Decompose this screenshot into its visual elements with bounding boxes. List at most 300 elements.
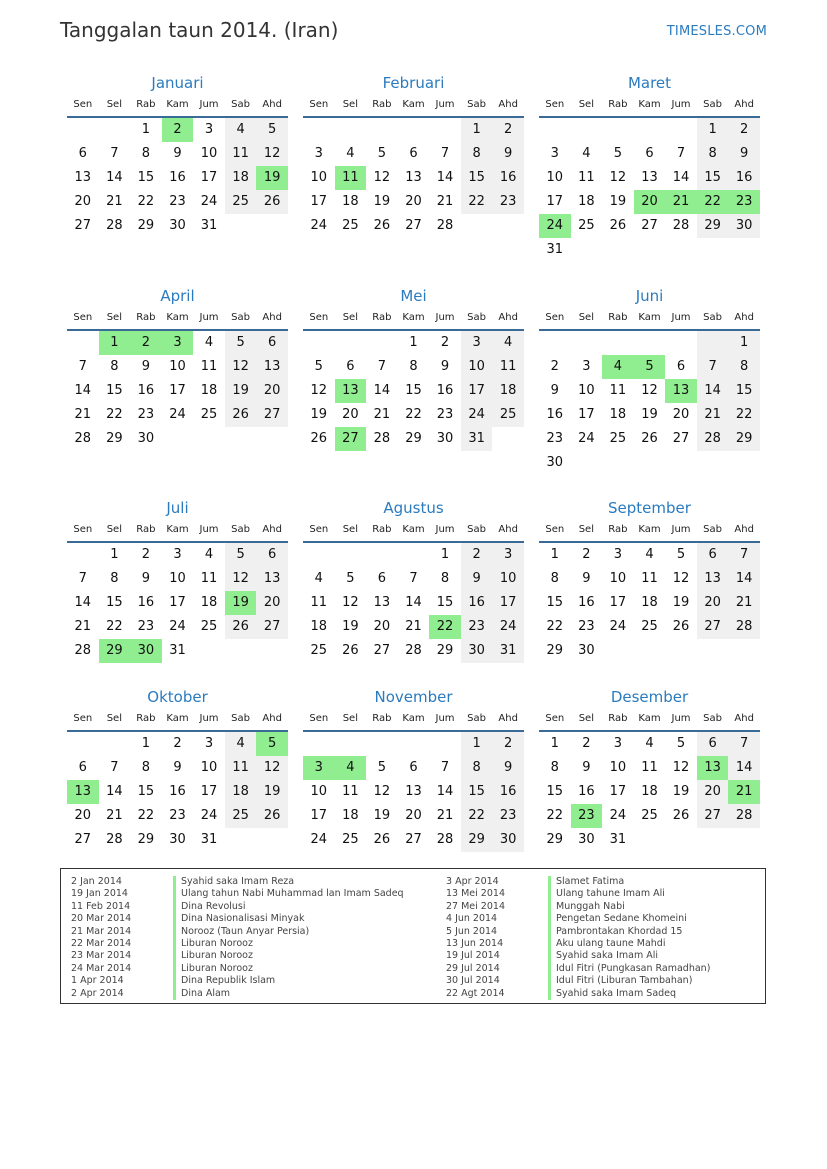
day-cell[interactable]: 3	[613, 736, 623, 751]
day-cell[interactable]: 21	[106, 808, 123, 823]
day-cell[interactable]: 2	[582, 736, 591, 751]
day-cell[interactable]: 8	[409, 359, 418, 374]
day-cell[interactable]: 4	[645, 736, 654, 751]
day-cell[interactable]: 29	[546, 643, 564, 658]
day-cell[interactable]: 20	[74, 194, 92, 209]
day-cell[interactable]: 10	[578, 383, 595, 398]
day-cell[interactable]: 26	[310, 431, 328, 446]
day-cell[interactable]: 6	[676, 359, 686, 374]
day-cell[interactable]: 4	[645, 547, 654, 562]
day-cell[interactable]: 25	[310, 643, 328, 658]
day-cell[interactable]: 24	[169, 407, 186, 422]
day-cell[interactable]: 5	[256, 732, 288, 756]
day-cell[interactable]: 8	[461, 756, 493, 780]
day-cell[interactable]: 14	[74, 383, 92, 398]
day-cell[interactable]: 4	[346, 146, 355, 161]
day-cell[interactable]: 11	[609, 383, 627, 398]
day-cell[interactable]: 25	[200, 619, 218, 634]
day-cell[interactable]: 28	[106, 832, 123, 847]
day-cell[interactable]: 22	[697, 190, 729, 214]
day-cell[interactable]: 17	[461, 379, 493, 403]
day-cell[interactable]: 22	[429, 615, 461, 639]
day-cell[interactable]: 18	[641, 784, 658, 799]
day-cell[interactable]: 12	[672, 760, 690, 775]
day-cell[interactable]: 17	[578, 407, 595, 422]
day-cell[interactable]: 21	[436, 808, 454, 823]
day-cell[interactable]: 27	[256, 615, 288, 639]
day-cell[interactable]: 24	[492, 615, 524, 639]
day-cell[interactable]: 4	[204, 335, 214, 350]
day-cell[interactable]: 7	[728, 732, 760, 756]
day-cell[interactable]: 7	[728, 543, 760, 567]
day-cell[interactable]: 22	[137, 808, 155, 823]
day-cell[interactable]: 1	[110, 547, 119, 562]
day-cell[interactable]: 22	[728, 403, 760, 427]
day-cell[interactable]: 15	[137, 784, 155, 799]
day-cell[interactable]: 8	[440, 571, 450, 586]
day-cell[interactable]: 17	[546, 194, 564, 209]
day-cell[interactable]: 5	[377, 760, 387, 775]
day-cell[interactable]: 14	[106, 784, 123, 799]
day-cell[interactable]: 3	[492, 543, 524, 567]
day-cell[interactable]: 14	[405, 595, 422, 610]
day-cell[interactable]: 30	[137, 431, 155, 446]
day-cell[interactable]: 3	[204, 122, 214, 137]
day-cell[interactable]: 31	[200, 218, 218, 233]
day-cell[interactable]: 19	[672, 784, 690, 799]
day-cell[interactable]: 28	[106, 218, 123, 233]
day-cell[interactable]: 8	[550, 571, 559, 586]
day-cell[interactable]: 23	[169, 808, 186, 823]
day-cell[interactable]: 20	[342, 407, 359, 422]
day-cell[interactable]: 1	[141, 122, 151, 137]
day-cell[interactable]: 5	[314, 359, 323, 374]
day-cell[interactable]: 29	[99, 639, 131, 663]
day-cell[interactable]: 2	[461, 543, 493, 567]
day-cell[interactable]: 20	[256, 379, 288, 403]
day-cell[interactable]: 1	[440, 547, 450, 562]
day-cell[interactable]: 1	[409, 335, 418, 350]
day-cell[interactable]: 31	[169, 643, 186, 658]
day-cell[interactable]: 21	[74, 619, 92, 634]
day-cell[interactable]: 4	[225, 118, 257, 142]
day-cell[interactable]: 30	[169, 218, 186, 233]
day-cell[interactable]: 12	[342, 595, 359, 610]
day-cell[interactable]: 24	[539, 214, 571, 238]
day-cell[interactable]: 17	[492, 591, 524, 615]
day-cell[interactable]: 14	[106, 170, 123, 185]
day-cell[interactable]: 25	[225, 804, 257, 828]
day-cell[interactable]: 10	[200, 146, 218, 161]
day-cell[interactable]: 7	[440, 760, 450, 775]
day-cell[interactable]: 26	[373, 832, 391, 847]
day-cell[interactable]: 28	[697, 427, 729, 451]
day-cell[interactable]: 23	[578, 619, 595, 634]
day-cell[interactable]: 2	[130, 331, 162, 355]
day-cell[interactable]: 20	[697, 780, 729, 804]
day-cell[interactable]: 13	[67, 780, 99, 804]
day-cell[interactable]: 6	[697, 732, 729, 756]
day-cell[interactable]: 4	[492, 331, 524, 355]
day-cell[interactable]: 27	[672, 431, 690, 446]
day-cell[interactable]: 3	[303, 756, 335, 780]
day-cell[interactable]: 2	[141, 547, 151, 562]
day-cell[interactable]: 28	[74, 643, 92, 658]
day-cell[interactable]: 3	[613, 547, 623, 562]
day-cell[interactable]: 4	[204, 547, 214, 562]
day-cell[interactable]: 8	[141, 760, 151, 775]
day-cell[interactable]: 23	[492, 804, 524, 828]
day-cell[interactable]: 21	[436, 194, 454, 209]
day-cell[interactable]: 11	[310, 595, 328, 610]
day-cell[interactable]: 24	[609, 808, 627, 823]
day-cell[interactable]: 20	[634, 190, 666, 214]
day-cell[interactable]: 3	[162, 331, 194, 355]
day-cell[interactable]: 7	[676, 146, 686, 161]
day-cell[interactable]: 18	[609, 407, 627, 422]
day-cell[interactable]: 1	[728, 331, 760, 355]
day-cell[interactable]: 12	[609, 170, 627, 185]
day-cell[interactable]: 15	[405, 383, 422, 398]
day-cell[interactable]: 11	[342, 784, 359, 799]
day-cell[interactable]: 16	[137, 595, 155, 610]
day-cell[interactable]: 25	[200, 407, 218, 422]
day-cell[interactable]: 12	[373, 784, 391, 799]
day-cell[interactable]: 28	[373, 431, 391, 446]
day-cell[interactable]: 29	[106, 431, 123, 446]
day-cell[interactable]: 11	[641, 760, 658, 775]
day-cell[interactable]: 24	[200, 808, 218, 823]
day-cell[interactable]: 31	[609, 832, 627, 847]
day-cell[interactable]: 9	[440, 359, 450, 374]
day-cell[interactable]: 19	[373, 194, 391, 209]
day-cell[interactable]: 17	[310, 194, 328, 209]
day-cell[interactable]: 25	[342, 832, 359, 847]
day-cell[interactable]: 5	[676, 547, 686, 562]
day-cell[interactable]: 10	[492, 567, 524, 591]
day-cell[interactable]: 13	[697, 756, 729, 780]
day-cell[interactable]: 22	[137, 194, 155, 209]
day-cell[interactable]: 20	[256, 591, 288, 615]
day-cell[interactable]: 19	[225, 379, 257, 403]
day-cell[interactable]: 19	[256, 166, 288, 190]
day-cell[interactable]: 17	[169, 595, 186, 610]
site-logo[interactable]: TIMESLES.COM	[666, 24, 767, 39]
day-cell[interactable]: 6	[697, 543, 729, 567]
day-cell[interactable]: 10	[461, 355, 493, 379]
day-cell[interactable]: 2	[492, 732, 524, 756]
day-cell[interactable]: 20	[697, 591, 729, 615]
day-cell[interactable]: 30	[546, 455, 564, 470]
day-cell[interactable]: 1	[697, 118, 729, 142]
day-cell[interactable]: 10	[200, 760, 218, 775]
day-cell[interactable]: 17	[200, 170, 218, 185]
day-cell[interactable]: 3	[173, 547, 182, 562]
day-cell[interactable]: 12	[672, 571, 690, 586]
day-cell[interactable]: 4	[582, 146, 591, 161]
day-cell[interactable]: 6	[409, 146, 418, 161]
day-cell[interactable]: 2	[173, 736, 182, 751]
day-cell[interactable]: 21	[74, 407, 92, 422]
day-cell[interactable]: 16	[461, 591, 493, 615]
day-cell[interactable]: 27	[641, 218, 658, 233]
day-cell[interactable]: 27	[373, 643, 391, 658]
day-cell[interactable]: 13	[405, 784, 422, 799]
day-cell[interactable]: 13	[373, 595, 391, 610]
day-cell[interactable]: 16	[492, 780, 524, 804]
day-cell[interactable]: 23	[137, 407, 155, 422]
day-cell[interactable]: 18	[342, 808, 359, 823]
day-cell[interactable]: 7	[110, 760, 119, 775]
day-cell[interactable]: 26	[256, 804, 288, 828]
day-cell[interactable]: 6	[78, 146, 87, 161]
day-cell[interactable]: 29	[546, 832, 564, 847]
day-cell[interactable]: 28	[74, 431, 92, 446]
day-cell[interactable]: 13	[256, 567, 288, 591]
day-cell[interactable]: 13	[665, 379, 697, 403]
day-cell[interactable]: 10	[609, 760, 627, 775]
day-cell[interactable]: 7	[409, 571, 418, 586]
day-cell[interactable]: 6	[377, 571, 387, 586]
day-cell[interactable]: 5	[225, 331, 257, 355]
day-cell[interactable]: 15	[137, 170, 155, 185]
day-cell[interactable]: 3	[461, 331, 493, 355]
day-cell[interactable]: 18	[200, 383, 218, 398]
day-cell[interactable]: 21	[405, 619, 422, 634]
day-cell[interactable]: 17	[310, 808, 328, 823]
day-cell[interactable]: 21	[728, 591, 760, 615]
day-cell[interactable]: 14	[728, 567, 760, 591]
day-cell[interactable]: 9	[582, 571, 591, 586]
day-cell[interactable]: 18	[578, 194, 595, 209]
day-cell[interactable]: 18	[310, 619, 328, 634]
day-cell[interactable]: 23	[492, 190, 524, 214]
day-cell[interactable]: 11	[200, 359, 218, 374]
day-cell[interactable]: 28	[728, 804, 760, 828]
day-cell[interactable]: 13	[74, 170, 92, 185]
day-cell[interactable]: 25	[641, 619, 658, 634]
day-cell[interactable]: 8	[110, 359, 119, 374]
day-cell[interactable]: 15	[436, 595, 454, 610]
day-cell[interactable]: 3	[582, 359, 591, 374]
day-cell[interactable]: 15	[106, 383, 123, 398]
day-cell[interactable]: 12	[310, 383, 328, 398]
day-cell[interactable]: 6	[256, 543, 288, 567]
day-cell[interactable]: 15	[546, 784, 564, 799]
day-cell[interactable]: 10	[609, 571, 627, 586]
day-cell[interactable]: 12	[256, 756, 288, 780]
day-cell[interactable]: 26	[256, 190, 288, 214]
day-cell[interactable]: 1	[461, 118, 493, 142]
day-cell[interactable]: 30	[436, 431, 454, 446]
day-cell[interactable]: 21	[373, 407, 391, 422]
day-cell[interactable]: 11	[641, 571, 658, 586]
day-cell[interactable]: 27	[405, 218, 422, 233]
day-cell[interactable]: 17	[609, 595, 627, 610]
day-cell[interactable]: 5	[225, 543, 257, 567]
day-cell[interactable]: 1	[99, 331, 131, 355]
day-cell[interactable]: 30	[492, 828, 524, 852]
day-cell[interactable]: 24	[609, 619, 627, 634]
day-cell[interactable]: 18	[225, 166, 257, 190]
day-cell[interactable]: 28	[728, 615, 760, 639]
day-cell[interactable]: 3	[204, 736, 214, 751]
day-cell[interactable]: 24	[310, 218, 328, 233]
day-cell[interactable]: 30	[728, 214, 760, 238]
day-cell[interactable]: 14	[697, 379, 729, 403]
day-cell[interactable]: 30	[578, 643, 595, 658]
day-cell[interactable]: 14	[74, 595, 92, 610]
day-cell[interactable]: 26	[609, 218, 627, 233]
day-cell[interactable]: 15	[461, 166, 493, 190]
day-cell[interactable]: 1	[550, 736, 559, 751]
day-cell[interactable]: 15	[106, 595, 123, 610]
day-cell[interactable]: 18	[342, 194, 359, 209]
day-cell[interactable]: 26	[672, 619, 690, 634]
day-cell[interactable]: 16	[578, 784, 595, 799]
day-cell[interactable]: 19	[373, 808, 391, 823]
day-cell[interactable]: 17	[169, 383, 186, 398]
day-cell[interactable]: 16	[728, 166, 760, 190]
day-cell[interactable]: 17	[609, 784, 627, 799]
day-cell[interactable]: 21	[665, 190, 697, 214]
day-cell[interactable]: 5	[377, 146, 387, 161]
day-cell[interactable]: 16	[546, 407, 564, 422]
day-cell[interactable]: 13	[405, 170, 422, 185]
day-cell[interactable]: 11	[578, 170, 595, 185]
day-cell[interactable]: 14	[672, 170, 690, 185]
day-cell[interactable]: 5	[256, 118, 288, 142]
day-cell[interactable]: 27	[74, 218, 92, 233]
day-cell[interactable]: 22	[106, 407, 123, 422]
day-cell[interactable]: 21	[106, 194, 123, 209]
day-cell[interactable]: 27	[697, 804, 729, 828]
day-cell[interactable]: 25	[609, 431, 627, 446]
day-cell[interactable]: 25	[225, 190, 257, 214]
day-cell[interactable]: 9	[550, 383, 559, 398]
day-cell[interactable]: 2	[162, 118, 194, 142]
day-cell[interactable]: 23	[137, 619, 155, 634]
day-cell[interactable]: 26	[641, 431, 658, 446]
day-cell[interactable]: 23	[546, 431, 564, 446]
day-cell[interactable]: 18	[641, 595, 658, 610]
day-cell[interactable]: 28	[672, 218, 690, 233]
day-cell[interactable]: 10	[546, 170, 564, 185]
day-cell[interactable]: 31	[461, 427, 493, 451]
day-cell[interactable]: 23	[571, 804, 603, 828]
day-cell[interactable]: 11	[200, 571, 218, 586]
day-cell[interactable]: 12	[641, 383, 658, 398]
day-cell[interactable]: 28	[436, 218, 454, 233]
day-cell[interactable]: 5	[634, 355, 666, 379]
day-cell[interactable]: 22	[405, 407, 422, 422]
day-cell[interactable]: 22	[461, 190, 493, 214]
day-cell[interactable]: 30	[461, 639, 493, 663]
day-cell[interactable]: 30	[578, 832, 595, 847]
day-cell[interactable]: 25	[342, 218, 359, 233]
day-cell[interactable]: 7	[377, 359, 387, 374]
day-cell[interactable]: 4	[335, 756, 367, 780]
day-cell[interactable]: 14	[436, 784, 454, 799]
day-cell[interactable]: 19	[225, 591, 257, 615]
day-cell[interactable]: 13	[256, 355, 288, 379]
day-cell[interactable]: 11	[492, 355, 524, 379]
day-cell[interactable]: 15	[697, 166, 729, 190]
day-cell[interactable]: 8	[728, 355, 760, 379]
day-cell[interactable]: 15	[728, 379, 760, 403]
day-cell[interactable]: 12	[225, 567, 257, 591]
day-cell[interactable]: 19	[641, 407, 658, 422]
day-cell[interactable]: 4	[225, 732, 257, 756]
day-cell[interactable]: 2	[582, 547, 591, 562]
day-cell[interactable]: 22	[546, 619, 564, 634]
day-cell[interactable]: 23	[728, 190, 760, 214]
day-cell[interactable]: 2	[492, 118, 524, 142]
day-cell[interactable]: 13	[641, 170, 658, 185]
day-cell[interactable]: 16	[137, 383, 155, 398]
day-cell[interactable]: 24	[310, 832, 328, 847]
day-cell[interactable]: 29	[137, 832, 155, 847]
day-cell[interactable]: 6	[256, 331, 288, 355]
day-cell[interactable]: 25	[492, 403, 524, 427]
day-cell[interactable]: 18	[225, 780, 257, 804]
day-cell[interactable]: 2	[550, 359, 559, 374]
day-cell[interactable]: 9	[582, 760, 591, 775]
day-cell[interactable]: 16	[169, 170, 186, 185]
day-cell[interactable]: 18	[492, 379, 524, 403]
day-cell[interactable]: 19	[672, 595, 690, 610]
day-cell[interactable]: 15	[461, 780, 493, 804]
day-cell[interactable]: 23	[461, 615, 493, 639]
day-cell[interactable]: 29	[436, 643, 454, 658]
day-cell[interactable]: 15	[546, 595, 564, 610]
day-cell[interactable]: 10	[169, 359, 186, 374]
day-cell[interactable]: 10	[169, 571, 186, 586]
day-cell[interactable]: 1	[461, 732, 493, 756]
day-cell[interactable]: 3	[550, 146, 559, 161]
day-cell[interactable]: 20	[373, 619, 391, 634]
day-cell[interactable]: 5	[676, 736, 686, 751]
day-cell[interactable]: 26	[225, 615, 257, 639]
day-cell[interactable]: 9	[173, 146, 182, 161]
day-cell[interactable]: 19	[609, 194, 627, 209]
day-cell[interactable]: 16	[578, 595, 595, 610]
day-cell[interactable]: 24	[169, 619, 186, 634]
day-cell[interactable]: 31	[200, 832, 218, 847]
day-cell[interactable]: 27	[74, 832, 92, 847]
day-cell[interactable]: 27	[405, 832, 422, 847]
day-cell[interactable]: 23	[169, 194, 186, 209]
day-cell[interactable]: 24	[200, 194, 218, 209]
day-cell[interactable]: 8	[141, 146, 151, 161]
day-cell[interactable]: 14	[436, 170, 454, 185]
day-cell[interactable]: 29	[405, 431, 422, 446]
day-cell[interactable]: 12	[256, 142, 288, 166]
day-cell[interactable]: 8	[697, 142, 729, 166]
day-cell[interactable]: 7	[110, 146, 119, 161]
day-cell[interactable]: 11	[225, 142, 257, 166]
day-cell[interactable]: 27	[697, 615, 729, 639]
day-cell[interactable]: 11	[225, 756, 257, 780]
day-cell[interactable]: 20	[405, 808, 422, 823]
day-cell[interactable]: 6	[409, 760, 418, 775]
day-cell[interactable]: 19	[256, 780, 288, 804]
day-cell[interactable]: 28	[405, 643, 422, 658]
day-cell[interactable]: 27	[256, 403, 288, 427]
day-cell[interactable]: 22	[461, 804, 493, 828]
day-cell[interactable]: 6	[645, 146, 654, 161]
day-cell[interactable]: 26	[672, 808, 690, 823]
